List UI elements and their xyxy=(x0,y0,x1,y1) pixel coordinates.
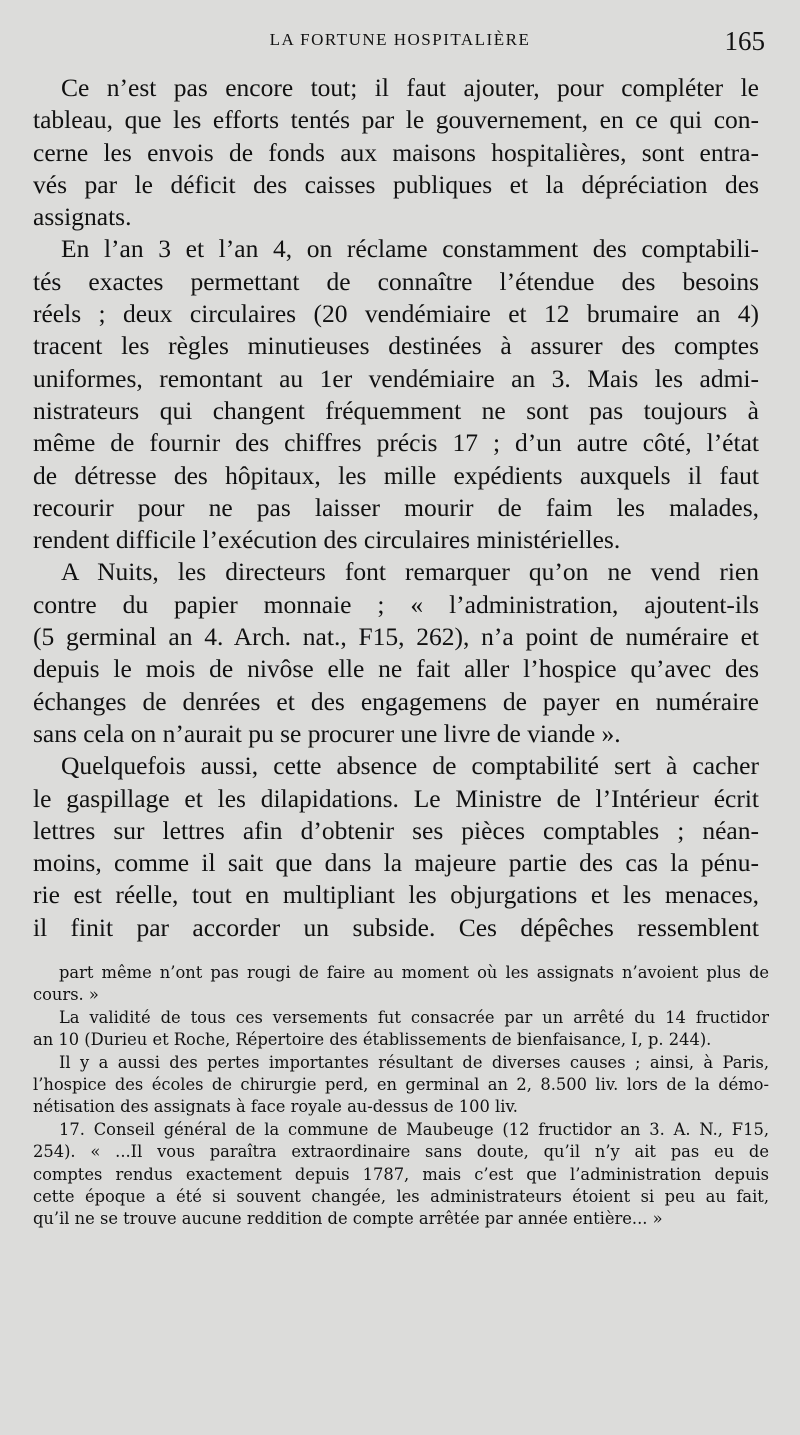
footnote-line: part même n’ont pas rougi de faire au moment où les assignats n’avoient plus de xyxy=(59,963,769,982)
text-line: Quelquefois aussi, cette absence de comptabilité sert à cacher xyxy=(61,751,759,781)
body-text xyxy=(33,72,759,944)
paragraph-1 xyxy=(33,72,759,233)
footnote-line: qu’il ne se trouve aucune reddition de compte arrêtée par année entière... » xyxy=(33,1209,663,1229)
text-line: tableau, que les efforts tentés par le gouvernement, en ce qui con- xyxy=(33,105,759,135)
footnotes xyxy=(33,962,769,1231)
running-title: LA FORTUNE HOSPITALIÈRE xyxy=(269,30,531,49)
paragraph-3 xyxy=(33,556,759,750)
text-line: de détresse des hôpitaux, les mille expédients auxquels il faut xyxy=(33,460,759,490)
text-line: assignats. xyxy=(33,202,132,232)
footnote-line: Il y a aussi des pertes importantes résultant de diverses causes ; ainsi, à Paris, xyxy=(59,1052,769,1072)
page-number: 165 xyxy=(724,26,765,56)
text-line: recourir pour ne pas laisser mourir de faim les malades, xyxy=(33,492,759,522)
text-line: le gaspillage et les dilapidations. Le Ministre de l’Intérieur écrit xyxy=(33,783,759,813)
text-line: échanges de denrées et des engagemens de payer en numéraire xyxy=(33,686,759,716)
text-line: tracent les règles minutieuses destinées à assurer des comptes xyxy=(33,331,759,361)
text-line: rie est réelle, tout en multipliant les objurgations et les menaces, xyxy=(33,880,759,910)
text-line: Ce n’est pas encore tout; il faut ajouter, pour compléter le xyxy=(61,73,759,102)
footnote-line: l’hospice des écoles de chirurgie perd, en germinal an 2, 8.500 liv. lors de la démo- xyxy=(33,1075,769,1095)
page-header xyxy=(33,26,767,60)
text-line: nistrateurs qui changent fréquemment ne sont pas toujours à xyxy=(33,395,759,425)
text-line: il finit par accorder un subside. Ces dépêches ressemblent xyxy=(33,912,759,942)
text-line: cerne les envois de fonds aux maisons hospitalières, sont entra- xyxy=(33,137,759,167)
text-line: A Nuits, les directeurs font remarquer qu’on ne vend rien xyxy=(61,557,759,587)
text-line: vés par le déficit des caisses publiques et la dépréciation des xyxy=(33,169,759,199)
text-line: même de fournir des chiffres précis 17 ; d’un autre côté, l’état xyxy=(33,428,759,458)
text-line: tés exactes permettant de connaître l’étendue des besoins xyxy=(33,266,759,296)
footnote-line: 254). « ...Il vous paraîtra extraordinaire sans doute, qu’il n’y ait pas eu de xyxy=(33,1142,769,1162)
footnote-line: an 10 (Durieu et Roche, Répertoire des établissements de bienfaisance, I, p. 244). xyxy=(33,1030,712,1050)
footnote-line: nétisation des assignats à face royale au-dessus de 100 liv. xyxy=(33,1097,518,1117)
paragraph-2 xyxy=(33,233,759,556)
text-line: sans cela on n’aurait pu se procurer une livre de viande ». xyxy=(33,718,621,748)
text-line: contre du papier monnaie ; « l’administration, ajoutent-ils xyxy=(33,589,759,619)
text-line: moins, comme il sait que dans la majeure partie des cas la pénu- xyxy=(33,848,759,878)
text-line: depuis le mois de nivôse elle ne fait aller l’hospice qu’avec des xyxy=(33,654,759,684)
footnote-line: La validité de tous ces versements fut consacrée par un arrêté du 14 fructidor xyxy=(59,1007,769,1027)
text-line: rendent difficile l’exécution des circulaires ministérielles. xyxy=(33,525,621,555)
footnote-line: cette époque a été si souvent changée, les administrateurs étoient si peu au fait, xyxy=(33,1187,769,1207)
text-line: (5 germinal an 4. Arch. nat., F15, 262), n’a point de numéraire et xyxy=(33,622,759,652)
text-line: lettres sur lettres afin d’obtenir ses pièces comptables ; néan- xyxy=(33,815,759,845)
text-line: réels ; deux circulaires (20 vendémiaire et 12 brumaire an 4) xyxy=(33,299,759,329)
paragraph-4 xyxy=(33,750,759,944)
text-line: En l’an 3 et l’an 4, on réclame constamment des comptabili- xyxy=(61,234,759,264)
footnote-line: 17. Conseil général de la commune de Maubeuge (12 fructidor an 3. A. N., F15, xyxy=(59,1119,769,1139)
footnote-line: cours. » xyxy=(33,985,99,1005)
footnote-line: comptes rendus exactement depuis 1787, mais c’est que l’administration depuis xyxy=(33,1164,769,1184)
text-line: uniformes, remontant au 1er vendémiaire an 3. Mais les admi- xyxy=(33,363,759,393)
